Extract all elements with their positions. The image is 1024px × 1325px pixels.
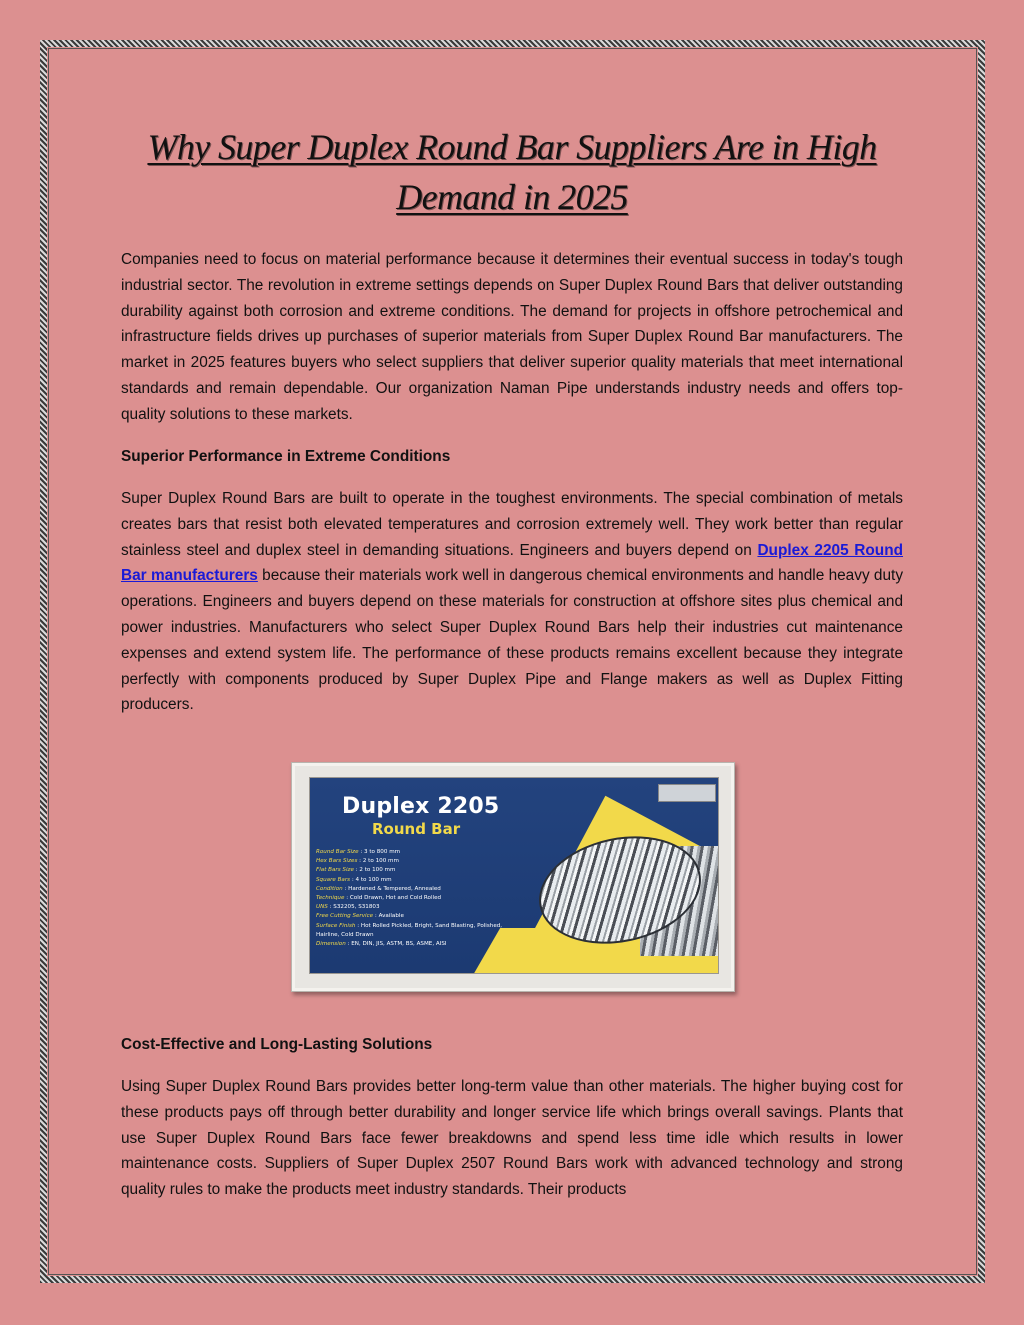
company-logo bbox=[658, 784, 716, 802]
spec-item: Flat Bars Size : 2 to 100 mm bbox=[316, 867, 396, 874]
section-heading-cost: Cost-Effective and Long-Lasting Solutions bbox=[121, 1036, 433, 1053]
section-heading-performance: Superior Performance in Extreme Conditions bbox=[121, 448, 451, 465]
product-image-subtitle: Round Bar bbox=[372, 820, 461, 838]
spec-item: Square Bars : 4 to 100 mm bbox=[316, 876, 392, 883]
spec-item: UNS : S32205, S31803 bbox=[316, 904, 380, 911]
spec-item: Technique : Cold Drawn, Hot and Cold Rolled bbox=[316, 895, 442, 902]
spec-item: Free Cutting Service : Available bbox=[316, 913, 404, 920]
spec-item: Surface Finish : Hot Rolled Pickled, Bright, Sand Blasting, Polished, Hairline, Cold Drawn bbox=[316, 922, 503, 938]
performance-text-start: Super Duplex Round Bars are built to operate in the toughest environments. The special combination of metals creates bars that resist both elevated temperatures and corrosion extremely well. They work better than regular stainless steel and duplex steel in demanding situations. Engineers and buyers depend on bbox=[121, 490, 903, 559]
product-image-title: Duplex 2205 bbox=[342, 794, 500, 819]
performance-text-end: because their materials work well in dangerous chemical environments and handle heavy duty operations. Engineers and buyers depend on these materials for construction at offshore sites plus chemical and power industries. Manufacturers who select Super Duplex Round Bars help their industries cut maintenance expenses and extend system life. The performance of these products remains excellent because they integrate perfectly with components produced by Super Duplex Pipe and Flange makers as well as Duplex Fitting producers. bbox=[121, 567, 904, 714]
spec-item: Round Bar Size : 3 to 800 mm bbox=[316, 849, 401, 855]
spec-item: Hex Bars Sizes : 2 to 100 mm bbox=[316, 858, 399, 865]
duplex-2205-manufacturers-link[interactable]: Duplex 2205 Round Bar manufacturers bbox=[121, 541, 904, 585]
spec-item: Dimension : EN, DIN, JIS, ASTM, BS, ASME, AISI bbox=[316, 941, 447, 948]
product-spec-list bbox=[316, 848, 516, 949]
page-title: Why Super Duplex Round Bar Suppliers Are in High Demand in 2025 bbox=[147, 127, 877, 217]
intro-paragraph: Companies need to focus on material performance because it determines their eventual success in today's tough industrial sector. The revolution in extreme settings depends on Super Duplex Round Bars that deliver outstanding durability against both corrosion and extreme conditions. The demand for projects in offshore petrochemical and infrastructure fields drives up purchases of superior materials from Super Duplex Round Bar manufacturers. The market in 2025 features buyers who select suppliers that deliver superior quality materials that meet international standards and remain dependable. Our organization Naman Pipe understands industry needs and offers top-quality solutions to these markets. bbox=[121, 251, 903, 423]
spec-item: Condition : Hardened & Tempered, Annealed bbox=[316, 885, 441, 892]
product-image bbox=[309, 777, 719, 974]
performance-paragraph bbox=[121, 486, 903, 718]
cost-paragraph: Using Super Duplex Round Bars provides better long-term value than other materials. The higher buying cost for these products pays off through better durability and longer service life which brings overall savings. Plants that use Super Duplex Round Bars face fewer breakdowns and spend less time idle which results in lower maintenance costs. Suppliers of Super Duplex 2507 Round Bars work with advanced technology and strong quality rules to make the products meet industry standards. Their products bbox=[121, 1078, 903, 1199]
